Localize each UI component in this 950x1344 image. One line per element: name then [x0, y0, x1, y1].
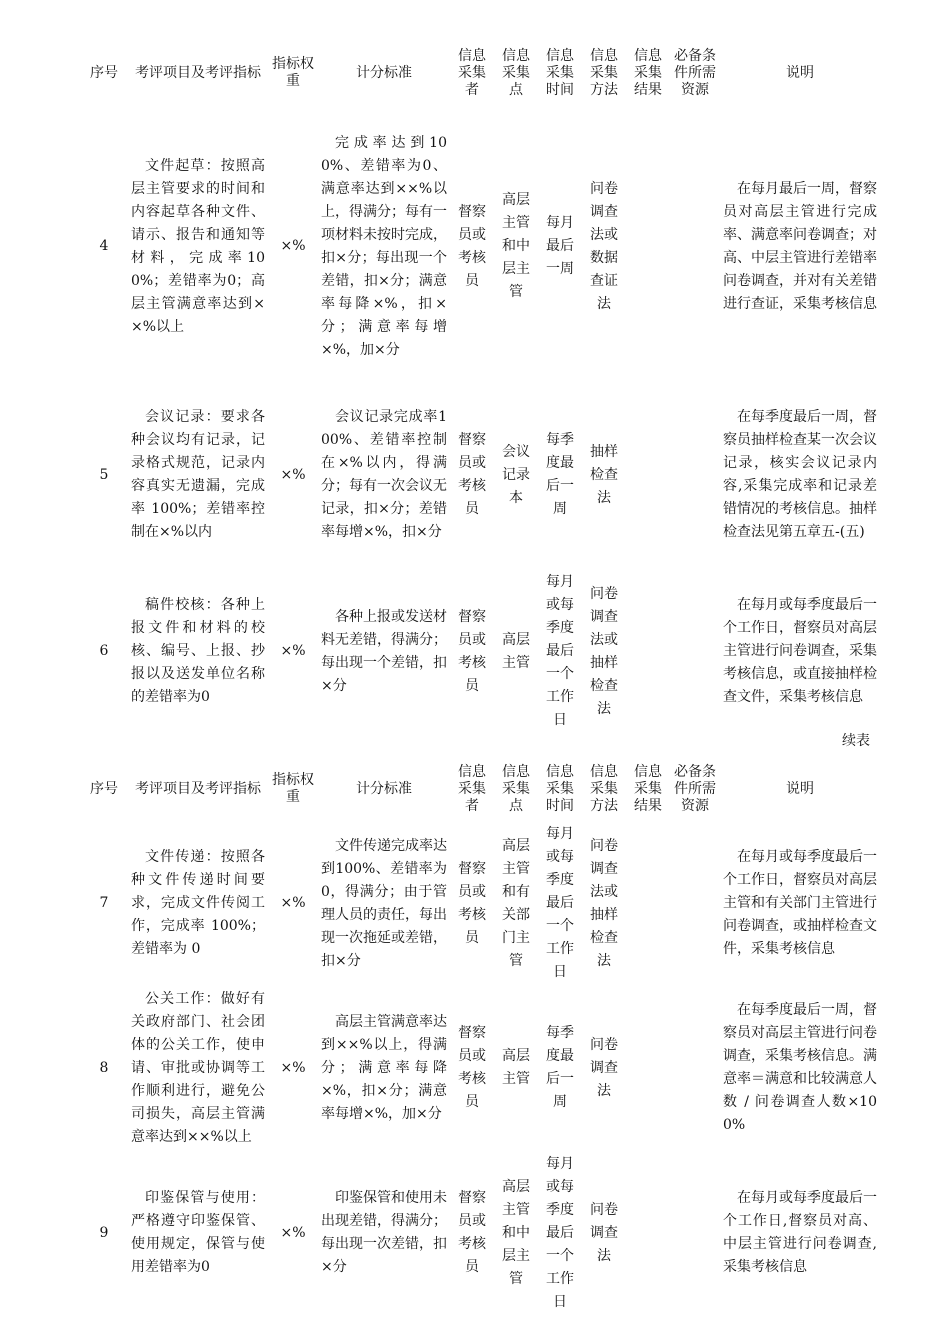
cell-method: 问卷调查法 — [590, 1201, 618, 1264]
cell-point: 会议记录本 — [502, 443, 530, 506]
cell-result — [626, 379, 670, 571]
cell-item: 文件起草：按照高层主管要求的时间和内容起草各种文件、请示、报告和通知等材料，完成率100%；差错率为0；高层主管满意率达到××%以上 — [131, 157, 265, 335]
header-item: 考评项目及考评指标 — [135, 780, 261, 797]
header-no: 序号 — [90, 64, 118, 81]
cell-weight: ×% — [280, 1224, 306, 1241]
header-standard: 计分标准 — [356, 64, 412, 81]
cell-standard: 会议记录完成率100%、差错率控制在×%以内，得满分；每有一次会议无记录，扣×分；差错率每增×%，扣×分 — [321, 409, 447, 540]
table-row — [80, 571, 880, 732]
header-result: 信息采集结果 — [634, 47, 662, 98]
table-row — [80, 1152, 880, 1314]
table-row — [80, 984, 880, 1152]
table-header-row — [80, 755, 880, 823]
header-method: 信息采集方法 — [590, 763, 618, 814]
cell-no: 5 — [99, 466, 109, 483]
header-resource: 必备条件所需资源 — [674, 47, 716, 98]
cell-collector: 督察员或考核员 — [458, 432, 486, 517]
cell-method: 问卷调查法或数据查证法 — [590, 180, 618, 312]
cell-item: 稿件校核：各种上报文件和材料的校核、编号、上报、抄报以及送发单位名称的差错率为0 — [131, 597, 265, 705]
cell-point: 高层主管和中层主管 — [502, 1178, 530, 1287]
cell-resource — [670, 984, 720, 1152]
cell-method: 问卷调查法 — [590, 1036, 618, 1099]
cell-desc: 在每月或每季度最后一个工作日,督察员对高、中层主管进行问卷调查,采集考核信息 — [723, 1190, 877, 1275]
cell-resource — [670, 571, 720, 732]
cell-point: 高层主管和中层主管 — [502, 192, 530, 300]
cell-standard: 完成率达到100%、差错率为0、满意率达到××%以上，得满分；每有一项材料未按时完成，扣×分；每出现一个差错，扣×分；满意率每降×%，扣×分；满意率每增×%，加×分 — [321, 134, 447, 358]
header-desc: 说明 — [786, 64, 814, 81]
cell-result — [626, 984, 670, 1152]
cell-point: 高层主管和有关部门主管 — [502, 837, 530, 969]
header-resource: 必备条件所需资源 — [674, 763, 716, 814]
header-collector: 信息采集者 — [458, 763, 486, 814]
cell-no: 4 — [99, 238, 109, 254]
cell-weight: ×% — [280, 643, 306, 659]
cell-resource — [670, 379, 720, 571]
cell-collector: 督察员或考核员 — [458, 860, 486, 946]
cell-result — [626, 114, 670, 379]
cell-weight: ×% — [280, 895, 306, 911]
cell-point: 高层主管 — [502, 1048, 530, 1087]
header-collector: 信息采集者 — [458, 47, 486, 98]
header-time: 信息采集时间 — [546, 47, 574, 98]
cell-item: 印鉴保管与使用：严格遵守印鉴保管、使用规定，保管与使用差错率为0 — [131, 1190, 265, 1275]
header-time: 信息采集时间 — [546, 763, 574, 814]
cell-desc: 在每季度最后一周，督察员对高层主管进行问卷调查，采集考核信息。满意率＝满意和比较满意人数 / 问卷调查人数×100% — [723, 1002, 877, 1133]
assessment-table-part1 — [80, 32, 880, 732]
cell-method: 抽样检查法 — [590, 443, 618, 506]
continued-label: 续表 — [842, 733, 870, 749]
cell-desc: 在每月或每季度最后一个工作日，督察员对高层主管和有关部门主管进行问卷调查，或抽样检查文件，采集考核信息 — [723, 849, 877, 957]
cell-desc: 在每月最后一周，督察员对高层主管进行完成率、满意率问卷调查；对高、中层主管进行差错率问卷调查，并对有关差错进行查证，采集考核信息 — [723, 180, 877, 312]
header-result: 信息采集结果 — [634, 763, 662, 814]
table-row — [80, 379, 880, 571]
header-item: 考评项目及考评指标 — [135, 64, 261, 81]
cell-time: 每季度最后一周 — [546, 1025, 574, 1110]
cell-result — [626, 823, 670, 984]
cell-weight: ×% — [280, 1059, 306, 1076]
header-weight: 指标权重 — [272, 56, 314, 89]
cell-collector: 督察员或考核员 — [458, 203, 486, 289]
cell-no: 9 — [99, 1224, 109, 1241]
cell-time: 每月或每季度最后一个工作日 — [546, 826, 574, 980]
cell-item: 公关工作：做好有关政府部门、社会团体的公关工作，使申请、审批或协调等工作顺利进行，避免公司损失，高层主管满意率达到××%以上 — [131, 990, 265, 1145]
cell-item: 会议记录：要求各种会议均有记录，记录格式规范，记录内容真实无遗漏，完成率 100%；差错率控制在×%以内 — [131, 409, 265, 540]
cell-item: 文件传递：按照各种文件传递时间要求，完成文件传阅工作，完成率 100%；差错率为 0 — [131, 849, 265, 957]
header-no: 序号 — [90, 780, 118, 797]
cell-time: 每月或每季度最后一个工作日 — [546, 1155, 574, 1310]
cell-standard: 印鉴保管和使用未出现差错，得满分；每出现一次差错，扣×分 — [321, 1190, 447, 1275]
cell-result — [626, 1152, 670, 1314]
table-row — [80, 114, 880, 379]
assessment-table-part2 — [80, 755, 880, 1314]
table-row — [80, 823, 880, 984]
cell-desc: 在每月或每季度最后一个工作日，督察员对高层主管进行问卷调查，采集考核信息，或直接抽样检查文件，采集考核信息 — [723, 597, 877, 705]
cell-no: 8 — [99, 1059, 109, 1076]
cell-resource — [670, 1152, 720, 1314]
cell-standard: 各种上报或发送材料无差错，得满分；每出现一个差错，扣×分 — [321, 608, 447, 694]
cell-desc: 在每季度最后一周，督察员抽样检查某一次会议记录，核实会议记录内容,采集完成率和记录差错情况的考核信息。抽样检查法见第五章五-(五) — [723, 409, 877, 540]
cell-time: 每季度最后一周 — [546, 432, 574, 517]
cell-weight: ×% — [280, 466, 306, 483]
cell-standard: 文件传递完成率达到100%、差错率为 0，得满分；由于管理人员的责任，每出现一次拖延或差错，扣×分 — [321, 837, 447, 969]
cell-method: 问卷调查法或抽样检查法 — [590, 585, 618, 717]
header-standard: 计分标准 — [356, 780, 412, 797]
header-point: 信息采集点 — [502, 47, 530, 98]
cell-result — [626, 571, 670, 732]
cell-resource — [670, 823, 720, 984]
cell-resource — [670, 114, 720, 379]
cell-point: 高层主管 — [502, 631, 530, 671]
cell-collector: 督察员或考核员 — [458, 1190, 486, 1275]
cell-time: 每月最后一周 — [546, 215, 574, 277]
header-desc: 说明 — [786, 780, 814, 797]
cell-weight: ×% — [280, 238, 306, 254]
cell-no: 6 — [99, 643, 109, 659]
header-point: 信息采集点 — [502, 763, 530, 814]
cell-collector: 督察员或考核员 — [458, 608, 486, 694]
header-weight: 指标权重 — [272, 772, 314, 805]
cell-method: 问卷调查法或抽样检查法 — [590, 837, 618, 969]
cell-time: 每月或每季度最后一个工作日 — [546, 574, 574, 728]
header-method: 信息采集方法 — [590, 47, 618, 98]
cell-no: 7 — [99, 895, 109, 911]
cell-standard: 高层主管满意率达到××%以上，得满分；满意率每降×%，扣×分；满意率每增×%，加×分 — [321, 1013, 447, 1122]
table-header-row — [80, 32, 880, 114]
cell-collector: 督察员或考核员 — [458, 1025, 486, 1110]
